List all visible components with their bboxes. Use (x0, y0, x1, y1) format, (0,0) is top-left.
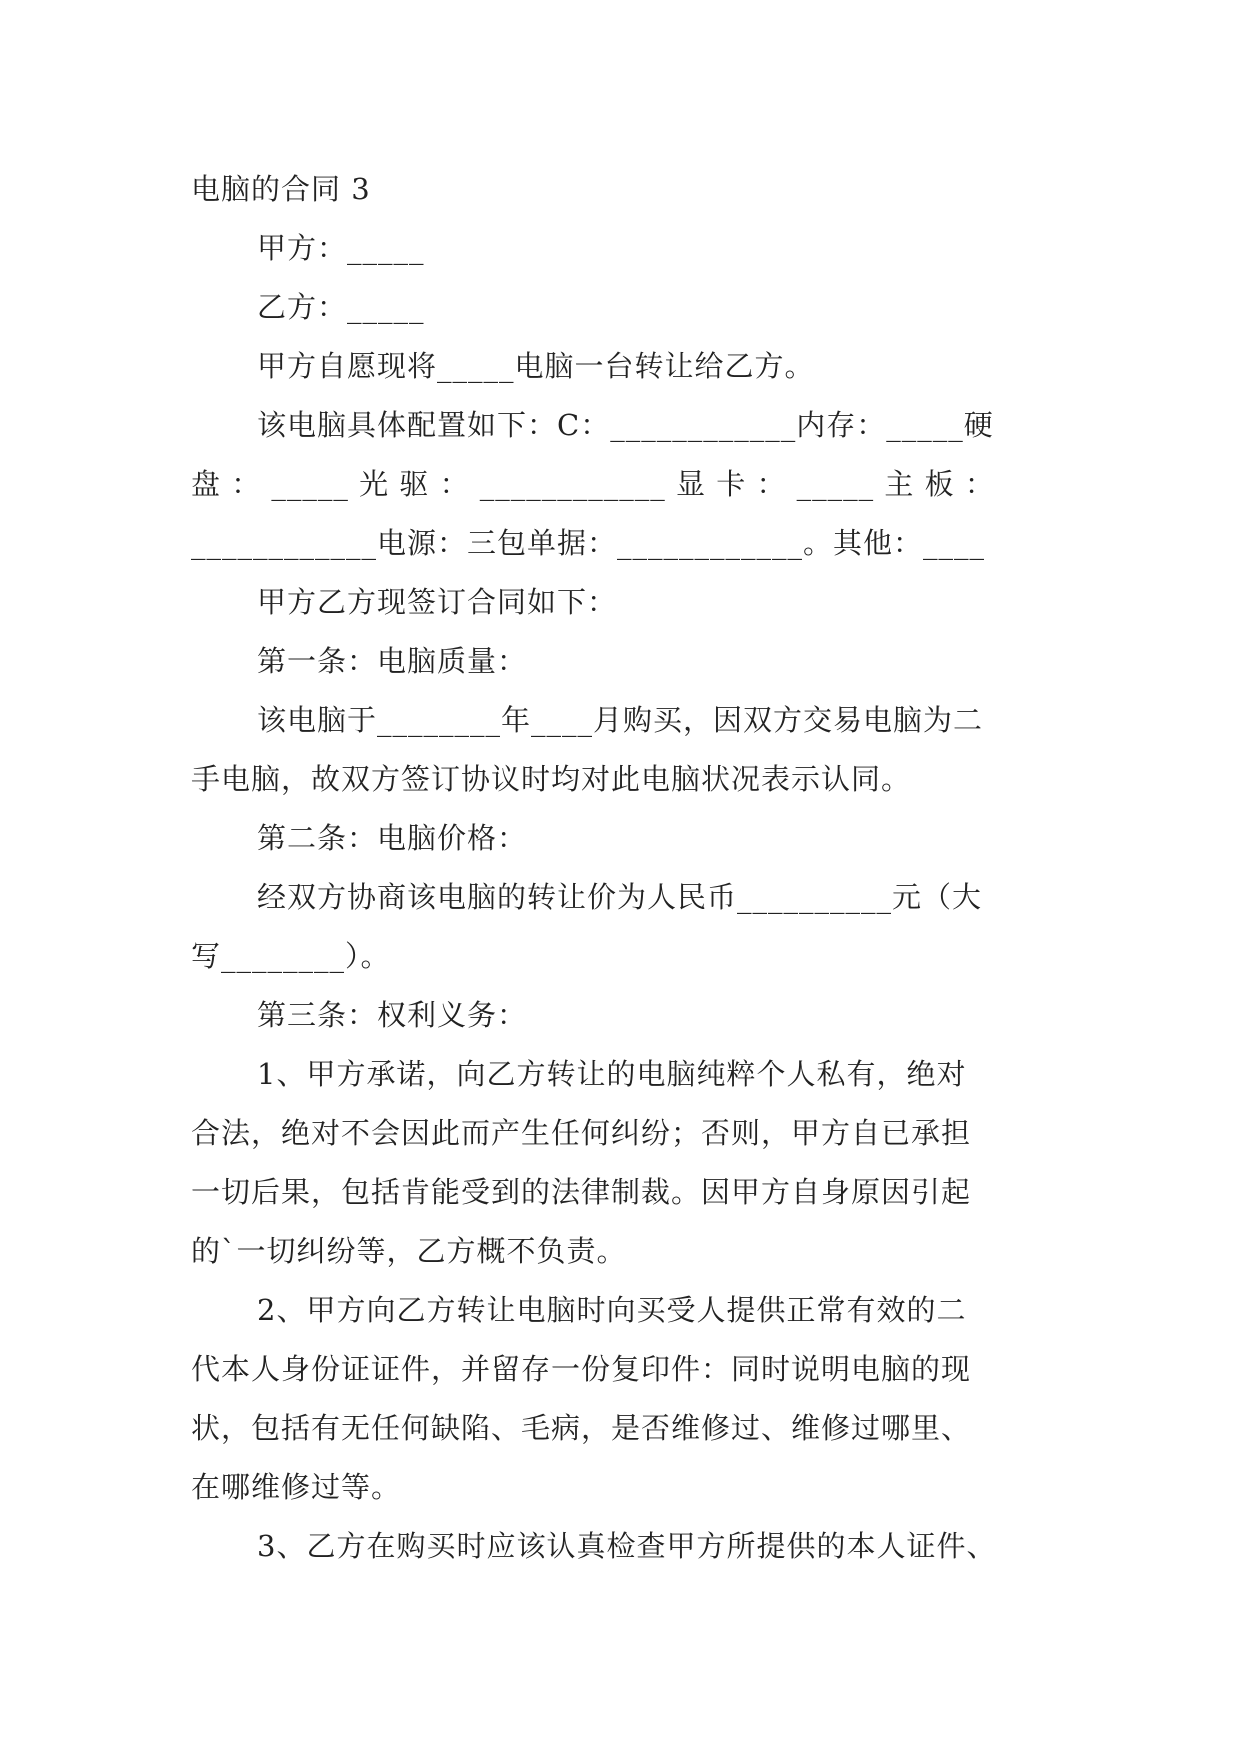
contract-intro: 甲方乙方现签订合同如下： (257, 585, 618, 619)
article-1-text-1: 该电脑于________年____月购买，因双方交易电脑为二 (257, 703, 984, 737)
article-1-text-2: 手电脑，故双方签订协议时均对此电脑状况表示认同。 (191, 762, 912, 796)
clause-2-line-2: 代本人身份证证件，并留存一份复印件：同时说明电脑的现 (191, 1352, 972, 1386)
article-3-heading: 第三条：权利义务： (257, 998, 528, 1032)
document-title: 电脑的合同 3 (191, 172, 371, 206)
clause-1-line-1: 1、甲方承诺，向乙方转让的电脑纯粹个人私有，绝对 (257, 1057, 967, 1091)
article-2-heading: 第二条：电脑价格： (257, 821, 528, 855)
clause-1-line-4: 的`一切纠纷等，乙方概不负责。 (191, 1234, 627, 1268)
config-line-2: 盘 ： _____ 光 驱 ： ____________ 显 卡 ： _____ 主 板 ： (191, 467, 995, 501)
clause-1-line-2: 合法，绝对不会因此而产生任何纠纷；否则，甲方自已承担 (191, 1116, 972, 1150)
article-1-heading: 第一条：电脑质量： (257, 644, 528, 678)
article-2-text-2: 写________）。 (191, 939, 391, 973)
transfer-statement: 甲方自愿现将_____电脑一台转让给乙方。 (257, 349, 815, 383)
config-line-1: 该电脑具体配置如下：C：____________内存：_____硬 (257, 408, 994, 442)
party-b-line: 乙方：_____ (257, 290, 425, 324)
clause-2-line-3: 状，包括有无任何缺陷、毛病，是否维修过、维修过哪里、 (191, 1411, 972, 1445)
clause-1-line-3: 一切后果，包括肯能受到的法律制裁。因甲方自身原因引起 (191, 1175, 972, 1209)
config-line-3: ____________电源：三包单据：____________。其他：____ (191, 526, 986, 560)
clause-2-line-1: 2、甲方向乙方转让电脑时向买受人提供正常有效的二 (257, 1293, 967, 1327)
clause-3-line-1: 3、乙方在购买时应该认真检查甲方所提供的本人证件、 (257, 1529, 997, 1563)
document-body (191, 160, 1051, 1576)
party-a-line: 甲方：_____ (257, 231, 425, 265)
article-2-text-1: 经双方协商该电脑的转让价为人民币__________元（大 (257, 880, 983, 914)
clause-2-line-4: 在哪维修过等。 (191, 1470, 402, 1504)
